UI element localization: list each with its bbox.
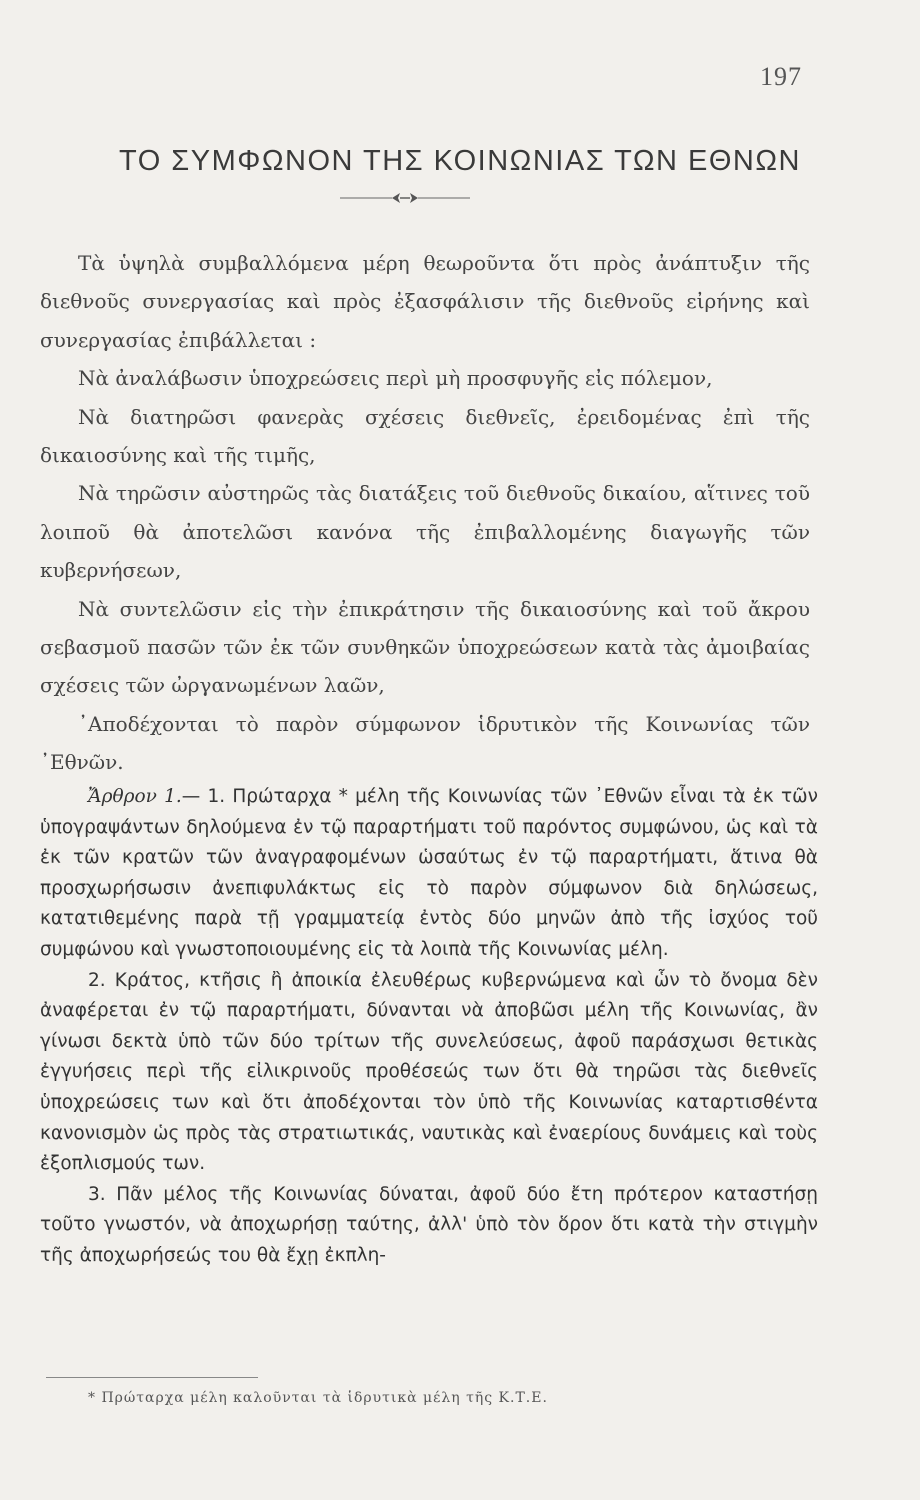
article-paragraph: 3. Πᾶν μέλος τῆς Κοινωνίας δύναται, ἀφοῦ δύο ἔτη πρότερον καταστήσῃ τοῦτο γνωστόν, νὰ ἀποχωρήσῃ ταύτης, ἀλλ' ὑπὸ τὸν ὅρον ὅτι κατὰ τὴν στιγμὴν τῆς ἀποχωρήσεώς του θὰ ἔχῃ ἐκπλη-: [40, 1183, 818, 1266]
preamble: [40, 244, 810, 782]
title-ornament: [340, 188, 470, 208]
page-number: 197: [760, 62, 802, 91]
preamble-paragraph: Νὰ τηρῶσιν αὐστηρῶς τὰς διατάξεις τοῦ διεθνοῦς δικαίου, αἵτινες τοῦ λοιποῦ θὰ ἀποτελῶσι κανόνα τῆς ἐπιβαλλομένης διαγωγῆς τῶν κυβερνήσεων,: [40, 481, 810, 583]
article-text: — 1. Πρώταρχα * μέλη τῆς Κοινωνίας τῶν ᾿Εθνῶν εἶναι τὰ ἐκ τῶν ὑπογραψάντων δηλούμενα ἐν τῷ παραρτήματι τοῦ παρόντος συμφώνου, ὡς καὶ τὰ ἐκ τῶν κρατῶν τῶν ἀναγραφομένων ὡσαύτως ἐν τῷ παραρτήματι, ἅτινα θὰ προσχωρήσωσιν ἀνεπιφυλάκτως εἰς τὸ παρὸν σύμφωνον διὰ δηλώσεως, κατατιθεμένης παρὰ τῇ γραμματείᾳ ἐντὸς δύο μηνῶν ἀπὸ τῆς ἰσχύος τοῦ συμφώνου καὶ γνωστοποιουμένης εἰς τὰ λοιπὰ τῆς Κοινωνίας μέλη.: [40, 786, 818, 960]
preamble-paragraph: Νὰ συντελῶσιν εἰς τὴν ἐπικράτησιν τῆς δικαιοσύνης καὶ τοῦ ἄκρου σεβασμοῦ πασῶν τῶν ἐκ τῶν συνθηκῶν ὑποχρεώσεων κατὰ τὰς ἀμοιβαίας σχέσεις τῶν ὠργανωμένων λαῶν,: [40, 596, 810, 698]
article-paragraph: [40, 782, 818, 966]
preamble-paragraph: Νὰ διατηρῶσι φανερὰς σχέσεις διεθνεῖς, ἐρειδομένας ἐπὶ τῆς δικαιοσύνης καὶ τῆς τιμῆς,: [40, 404, 810, 468]
footnote: * Πρώταρχα μέλη καλοῦνται τὰ ἱδρυτικὰ μέλη τῆς Κ.Τ.Ε.: [88, 1390, 548, 1406]
page-title: ΤΟ ΣΥΜΦΩΝΟΝ ΤΗΣ ΚΟΙΝΩΝΙΑΣ ΤΩΝ ΕΘΝΩΝ: [119, 145, 801, 177]
footnote-divider: [46, 1377, 258, 1378]
preamble-paragraph: Τὰ ὑψηλὰ συμβαλλόμενα μέρη θεωροῦντα ὅτι πρὸς ἀνάπτυξιν τῆς διεθνοῦς συνεργασίας καὶ πρὸς ἐξασφάλισιν τῆς διεθνοῦς εἰρήνης καὶ συνεργασίας ἐπιβάλλεται :: [40, 251, 810, 352]
article-label: Ἄρθρον 1.: [88, 786, 182, 807]
article-paragraph: 2. Κράτος, κτῆσις ἢ ἀποικία ἐλευθέρως κυβερνώμενα καὶ ὧν τὸ ὄνομα δὲν ἀναφέρεται ἐν τῷ παραρτήματι, δύνανται νὰ ἀποβῶσι μέλη τῆς Κοινωνίας, ἂν γίνωσι δεκτὰ ὑπὸ τῶν δύο τρίτων τῆς συνελεύσεως, ἀφοῦ παράσχωσι θετικὰς ἐγγυήσεις περὶ τῆς εἰλικρινοῦς προθέσεώς των ὅτι θὰ τηρῶσι τὰς διεθνεῖς ὑποχρεώσεις των καὶ ὅτι ἀποδέχονται τὸν ὑπὸ τῆς Κοινωνίας καταρτισθέντα κανονισμὸν ὡς πρὸς τὰς στρατιωτικάς, ναυτικὰς καὶ ἐναερίους δυνάμεις καὶ τοὺς ἐξοπλισμούς των.: [40, 969, 818, 1175]
preamble-paragraph: ᾿Αποδέχονται τὸ παρὸν σύμφωνον ἱδρυτικὸν τῆς Κοινωνίας τῶν ᾿Εθνῶν.: [40, 711, 810, 775]
article-1: [40, 782, 818, 1272]
preamble-paragraph: Νὰ ἀναλάβωσιν ὑποχρεώσεις περὶ μὴ προσφυγῆς εἰς πόλεμον,: [78, 366, 713, 391]
